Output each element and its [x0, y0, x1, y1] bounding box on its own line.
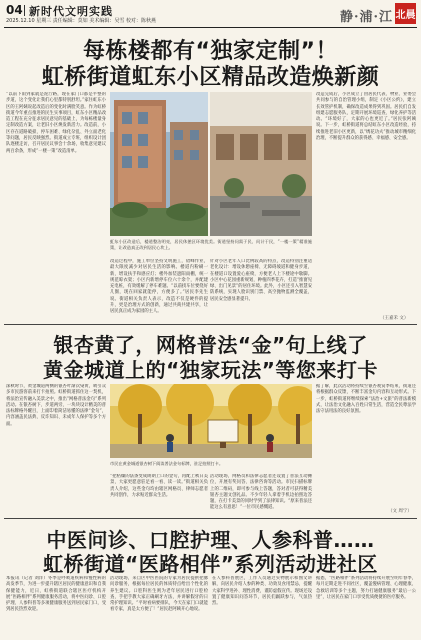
story1-photo-right: [210, 92, 312, 236]
story3-column-3: 在人参科普展区，工作人员通过实物展示和图文讲解，向居民介绍人参的种类、功效及食用禁忌，提醒大家科学进补、理性消费，谨防虚假宣传。现场还设置了健康知识问答环节，居民们踊跃参与，气氛热烈。: [212, 576, 312, 607]
story1-headline-line2: 虹桥街道虹东小区精品改造焕新颜: [41, 65, 380, 90]
masthead-rule: [4, 27, 417, 28]
story3-headline-line1: 中医问诊、口腔护理、人参科普……: [46, 528, 375, 552]
masthead: [4, 2, 417, 26]
masthead-divider: [24, 5, 25, 16]
page-number: 04: [6, 3, 23, 17]
story2-caption: 市民在黄金城道银杏树下阅读普法金句标牌，驻足拍照打卡。: [110, 461, 224, 466]
brand-logo: 北晨: [395, 3, 416, 24]
story3-headline-line2: 虹桥街道“医路相伴”系列活动进社区: [43, 552, 378, 576]
section-title: 新时代文明实践: [29, 5, 113, 18]
story2-headline-line2: 黄金城道上的“独家玩法”等您来打卡: [43, 358, 378, 382]
brand-name: 静·浦·江: [339, 10, 393, 25]
story1-photo-left: [110, 92, 208, 236]
story3-column-1: 本报讯（记者 刘洋）冬季是呼吸道疾病和慢性病的高发季节，为进一步提升辖区居民的健康意识和自我保健能力，近日，虹桥街道联合辖区医疗机构开展“医路相伴”系列健康服务活动，将中医问诊、口腔护理、人参科普等多项健康服务送到居民家门口，受到居民热烈欢迎。: [6, 576, 106, 613]
story-divider-1: [4, 324, 417, 325]
story2-credit: （文 周宁）: [388, 509, 412, 514]
story2-column-2: “把枯燥的法条变成朗朗上口的金句，再配上秋日美景，大家更愿意驻足看一看、读一读。”街道相关负责人介绍，这些金句均由辖区网格员、律师志愿者共同创作，力求贴近群众生活。: [110, 474, 208, 498]
story2-column-3: 活动现场，网格员和法律志愿者还设置了普法互动摊位，开展有奖问答、法律咨询等活动。市民扫描标牌上的二维码，即可参与线上答题，答对者可获得精美银杏主题文创礼品。不少年轻人拿着手机边拍照边答题，在打卡美景的同时学到了法律知识。“原来普法还能这么有意思！”一位市民感慨道。: [210, 474, 312, 511]
story2-headline-line1: 银杏黄了，网格普法“金”句上线了: [53, 333, 368, 357]
story1-column-3: 针对小区老年人口比例较高的特点，改造特别注重适老化设计：增设休憩座椅、无障碍坡道和健身步道，在楼道口设置爱心座椅，方便老人上下楼途中歇脚。小区中心花园重新规划，种植四季花卉，打造“推窗见绿、出门见景”的居住环境。此外，小区还引入智慧安防系统，实现人脸识别门禁、高空抛物监测全覆盖，居民安全感显著提升。: [210, 259, 312, 302]
story2-photo: [110, 384, 312, 458]
dateline: 2025.12.10 星期三 责任编辑：莫如 美术编辑：吴雪 校对：陈秋燕: [6, 18, 156, 24]
story2-column-1: 深秋时节，黄金城道两侧的银杏叶渐次染黄，吸引众多市民游客前来打卡拍照。虹桥街道抓住这一契机，将法治宣传融入美景之中，推出“网格普法金句”系列活动。在银杏树下、步道两旁，一块块设计精美的普法标牌格外醒目，上面印着简洁易懂的法律“金句”，内容涵盖民法典、反诈知识、未成年人保护等多个方面。: [6, 384, 106, 427]
story1-headline-line1: 每栋楼都有“独家定制”！: [83, 39, 338, 64]
story3-column-2: 活动现场，来自区中医医院的专家为居民提供把脉问诊服务，根据每位居民的体质特点给出个性化的养生建议。口腔科医生则为老年居民进行口腔检查，手把手教大家正确刷牙方法，并讲解假牙的日常护理知识。“平时看病要排队，今天在家门口就能看专家，真是太方便了！”居民赵阿姨开心地说。: [110, 576, 208, 613]
story-divider-2: [4, 518, 417, 519]
story1-column-4: 改造完成后，小区成立了由居民代表、物业、业委会共同参与的自治管理小组，制定《小区公约》，建立长效管护机制，确保改造成果得到巩固。居民们自发组建志愿服务队，定期开展环境巡查、绿化养护等活动。“环境好了，大家的心也更近了。”居民张阿姨说。下一步，虹桥街道将总结虹东小区改造经验，持续推进老旧小区更新，以“绣花功夫”推动城市精细化治理，不断提升群众的获得感、幸福感、安全感。: [316, 92, 416, 142]
story1-caption: 虹东小区改造后，楼道整洁明亮，居民休憩区环境优美。街道坚持问需于民、问计于民，“一楼一策”精准施策，让改造真正改到居民心坎上。: [110, 239, 312, 250]
story3-column-4: 据悉，“医路相伴”系列活动将持续开展至明年春季，每月定期走进不同社区，覆盖慢病管理、心理健康、急救培训等多个主题，努力打通健康服务“最后一公里”，让居民在家门口享受优质便捷的医疗服务。: [316, 576, 416, 600]
story1-column-1: “以前下雨到家就是泥泞路，现在家门口都是平整的步道，这个变化让我们心里都特别舒坦。”家住虹东小区的王阿姨说起改造后的变化时满脸笑意。作为虹桥街道今年重点推进的民生实事项目，虹东小区精品改造工程在充分征求居民意见的基础上，为每栋楼量身定制改造方案，让老旧小区焕发新活力。改造前，小区存在道路破损、停车困难、绿化杂乱、外立面老化等问题，居民反映强烈。街道成立专班，组织设计团队逐楼走访，召开居民议事会十余场，收集意见建议两百余条，形成“一楼一策”改造清单。: [6, 92, 106, 154]
story1-credit: （王嘉禾 文）: [380, 316, 409, 321]
story1-column-2: 改造过程中，施工单位坚持文明施工，错峰作业，最大限度减少对居民生活的影响。楼道内粉刷一新，增设扶手和感应灯；楼外加装遮阳雨棚，统一规范晾衣架；小区内新增停车位六十余个，并配建充电桩，有效缓解了停车难题。“以前找车位要绕好几圈，现在回家就能停，方便多了。”居民李先生说。街道相关负责人表示，改造不仅是硬件的提升，更是治理方式的创新，通过共商共建共享，让居民真正成为家园的主人。: [110, 259, 208, 315]
story2-column-4: 据了解，此次活动将持续至银杏观赏季结束，街道还将根据群众反馈，不断丰富金句内容和互动形式。下一步，虹桥街道将继续探索“法治+文旅”的普法新模式，让法治文化融入百姓日常生活，营造全民尊法学法守法用法的良好氛围。: [316, 384, 416, 415]
